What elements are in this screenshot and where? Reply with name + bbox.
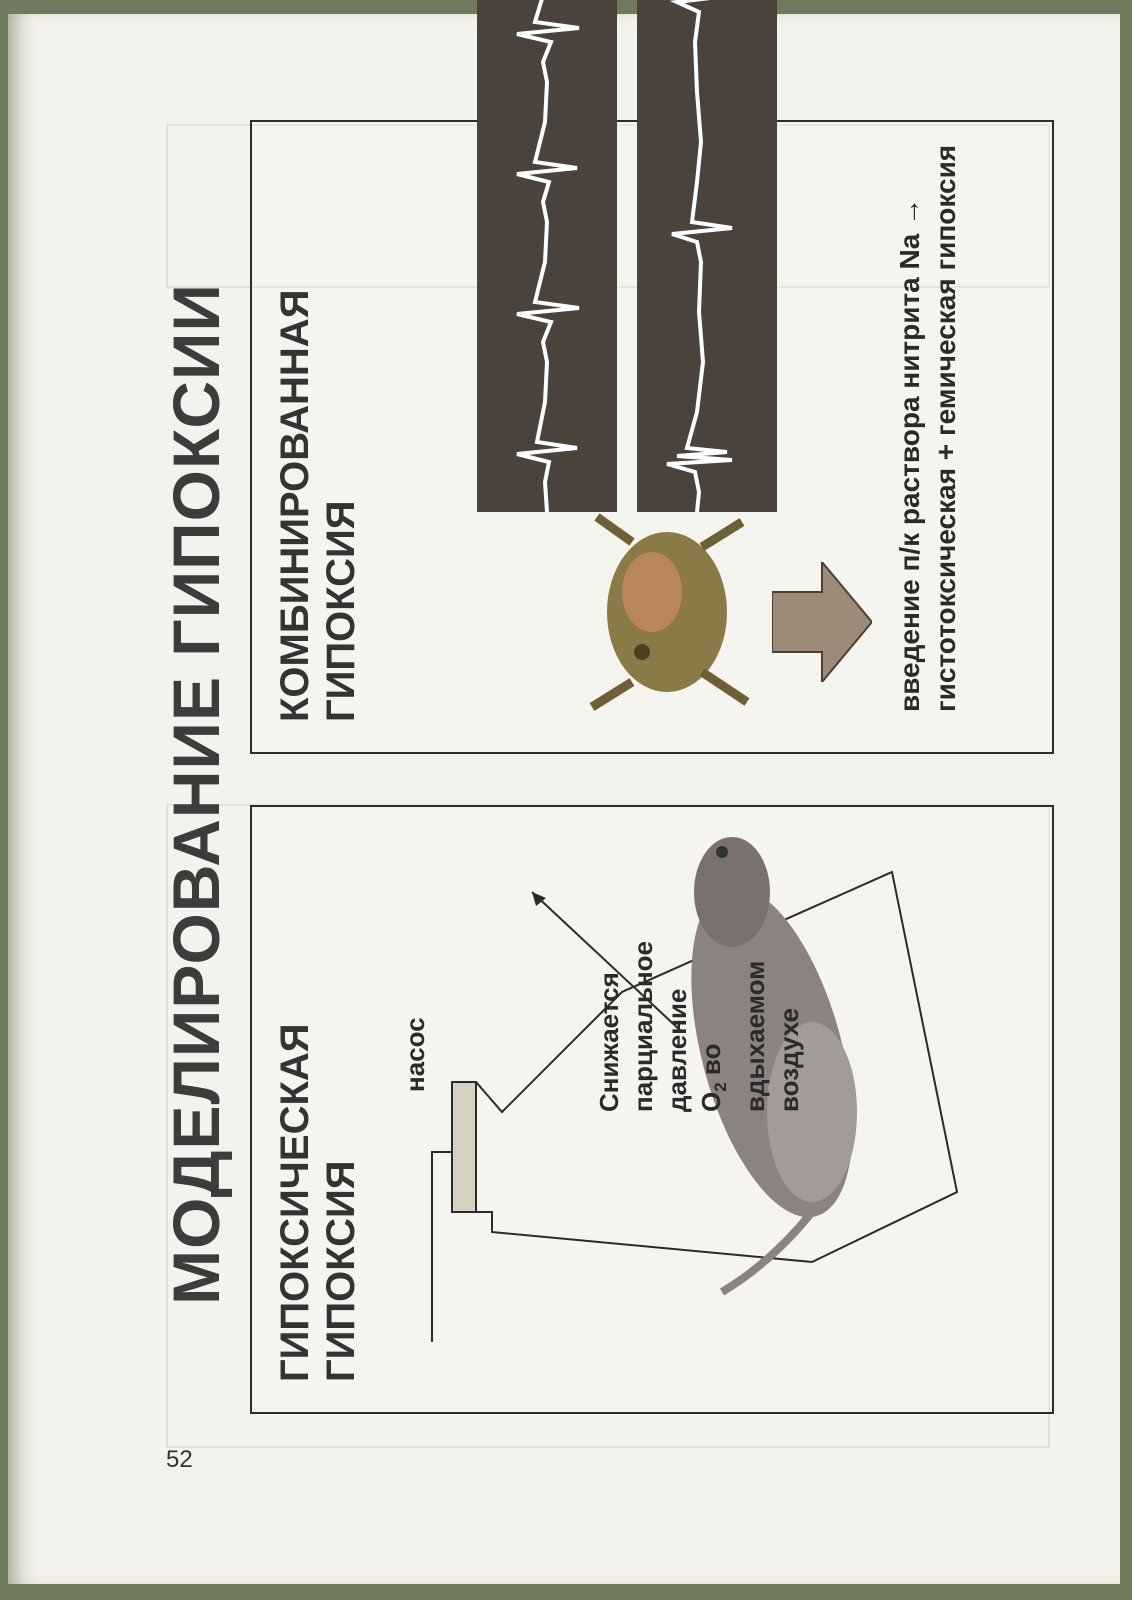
desc-line-1: Снижается: [594, 972, 624, 1112]
combined-panel-title: [272, 290, 364, 722]
page-sheet: [8, 14, 1120, 1584]
injection-arrow: [772, 562, 872, 682]
rotated-slide: [158, 114, 1058, 1504]
desc-line-2: парциальное: [628, 940, 658, 1112]
pump-body: [452, 1082, 476, 1212]
frog-drawing: [572, 512, 762, 712]
ecg-trace-before: [477, 0, 617, 512]
desc-line-3: давление: [662, 988, 692, 1112]
combined-caption: [892, 145, 964, 712]
hypoxic-hypoxia-panel: [250, 805, 1054, 1414]
ecg-trace-after: [637, 0, 777, 512]
pump-label: насос: [400, 1017, 430, 1092]
combined-title-line1: КОМБИНИРОВАННАЯ: [273, 289, 317, 722]
page-number: 52: [166, 1446, 193, 1473]
desc-line-6: воздухе: [774, 1008, 805, 1112]
combined-hypoxia-panel: [250, 120, 1054, 754]
caption-line-1: введение п/к раствора нитрита Na →: [894, 197, 925, 712]
combined-title-line2: ГИПОКСИЯ: [319, 500, 363, 722]
caption-line-2: гистотоксическая + гемическая гипоксия: [930, 144, 961, 712]
desc-line-5: вдыхаемом: [740, 960, 771, 1112]
hypoxic-title-line2: ГИПОКСИЯ: [319, 1160, 363, 1382]
hypoxic-description: [592, 941, 806, 1112]
hypoxic-title-line1: ГИПОКСИЧЕСКАЯ: [273, 1023, 317, 1382]
desc-line-4: $O_2$ во: [696, 1043, 731, 1112]
page-title: МОДЕЛИРОВАНИЕ ГИПОКСИИ: [159, 283, 233, 1305]
pump-tube: [432, 1152, 452, 1342]
